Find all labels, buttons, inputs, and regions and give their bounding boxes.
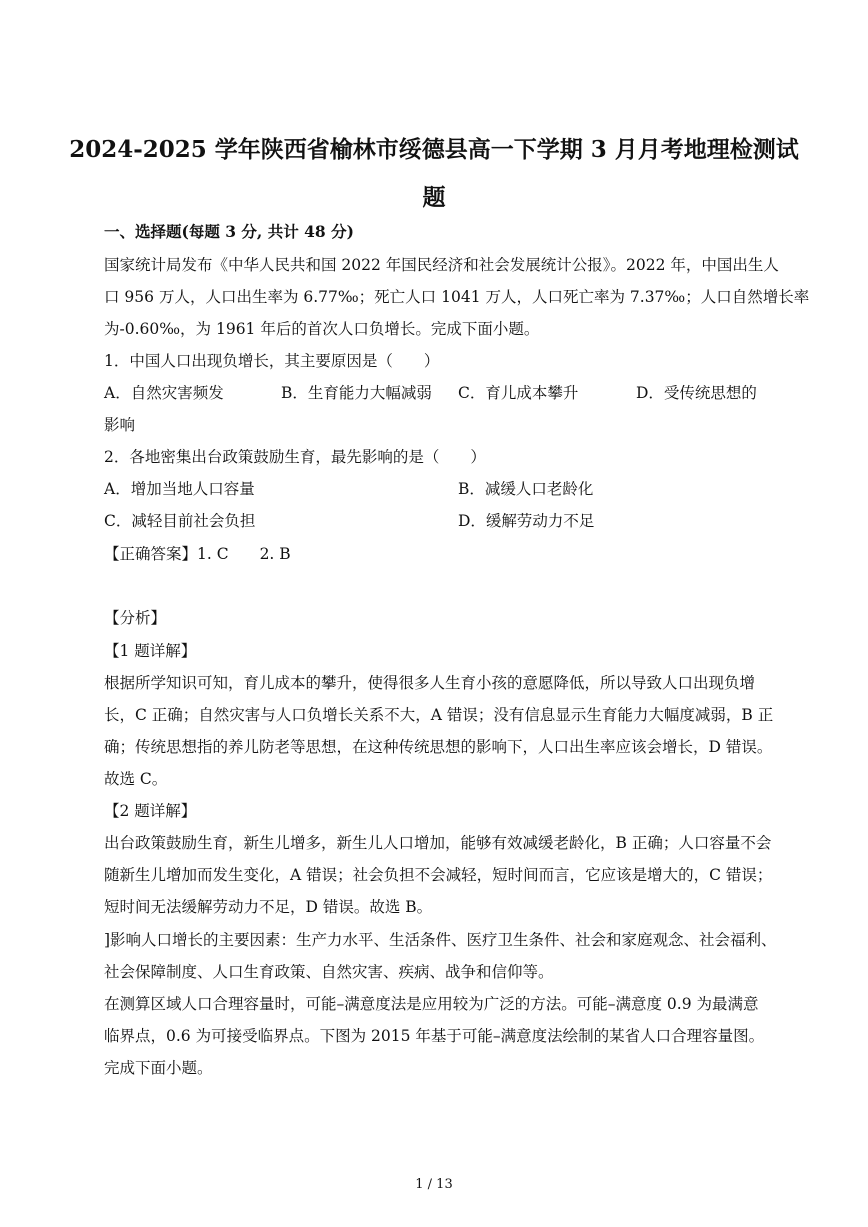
q2-option-c: C．减轻目前社会负担 [104, 512, 256, 530]
question-2-stem: 2．各地密集出台政策鼓励生育，最先影响的是（ ） [104, 448, 486, 466]
title-line-2: 题 [422, 184, 446, 211]
section-heading: 一、选择题(每题 3 分, 共计 48 分) [104, 222, 354, 241]
detail1-line: 长，C 正确；自然灾害与人口负增长关系不大，A 错误；没有信息显示生育能力大幅度减弱，B 正 [104, 706, 774, 724]
question-1-stem: 1．中国人口出现负增长，其主要原因是（ ） [104, 352, 440, 370]
q1-option-d: D．受传统思想的 [636, 384, 757, 402]
factors-line: ]影响人口增长的主要因素：生产力水平、生活条件、医疗卫生条件、社会和家庭观念、社会福利、 [104, 931, 777, 949]
detail1-label: 【1 题详解】 [104, 642, 197, 660]
q1-option-d-continued: 影响 [104, 416, 136, 434]
title-line-1: 2024-2025 学年陕西省榆林市绥德县高一下学期 3 月月考地理检测试 [69, 136, 799, 163]
q1-option-a: A．自然灾害频发 [104, 384, 224, 402]
analysis-label: 【分析】 [104, 609, 167, 627]
detail1-line: 确；传统思想指的养儿防老等思想，在这种传统思想的影响下，人口出生率应该会增长，D 错误。 [104, 738, 773, 756]
page-number: 1 / 13 [415, 1177, 453, 1192]
detail1-line: 故选 C。 [104, 770, 168, 788]
passage1-line: 口 956 万人，人口出生率为 6.77‰；死亡人口 1041 万人，人口死亡率为 7.37‰；人口自然增长率 [104, 288, 810, 306]
detail2-label: 【2 题详解】 [104, 802, 197, 820]
detail2-line: 随新生儿增加而发生变化，A 错误；社会负担不会减轻，短时间而言，它应该是增大的，C 错误； [104, 866, 773, 884]
page-title [60, 126, 808, 222]
detail2-line: 短时间无法缓解劳动力不足，D 错误。故选 B。 [104, 898, 433, 916]
detail2-line: 出台政策鼓励生育，新生儿增多，新生儿人口增加，能够有效减缓老龄化，B 正确；人口容量不会 [104, 834, 772, 852]
passage2-line: 完成下面小题。 [104, 1059, 213, 1077]
q2-option-a: A．增加当地人口容量 [104, 480, 255, 498]
factors-line: 社会保障制度、人口生育政策、自然灾害、疾病、战争和信仰等。 [104, 963, 554, 981]
passage1-line: 国家统计局发布《中华人民共和国 2022 年国民经济和社会发展统计公报》。2022 年，中国出生人 [104, 256, 779, 274]
q1-option-b: B．生育能力大幅减弱 [281, 384, 432, 402]
passage2-line: 临界点，0.6 为可接受临界点。下图为 2015 年基于可能–满意度法绘制的某省人口合理容量图。 [104, 1027, 765, 1045]
passage2-line: 在测算区域人口合理容量时，可能–满意度法是应用较为广泛的方法。可能–满意度 0.9 为最满意 [104, 995, 759, 1013]
answer-line: 【正确答案】1. C 2. B [104, 545, 291, 563]
passage1-line: 为-0.60‰，为 1961 年后的首次人口负增长。完成下面小题。 [104, 320, 540, 338]
detail1-line: 根据所学知识可知，育儿成本的攀升，使得很多人生育小孩的意愿降低，所以导致人口出现负增 [104, 674, 756, 692]
q2-option-b: B．减缓人口老龄化 [458, 480, 594, 498]
q2-option-d: D．缓解劳动力不足 [458, 512, 595, 530]
q1-option-c: C．育儿成本攀升 [458, 384, 579, 402]
